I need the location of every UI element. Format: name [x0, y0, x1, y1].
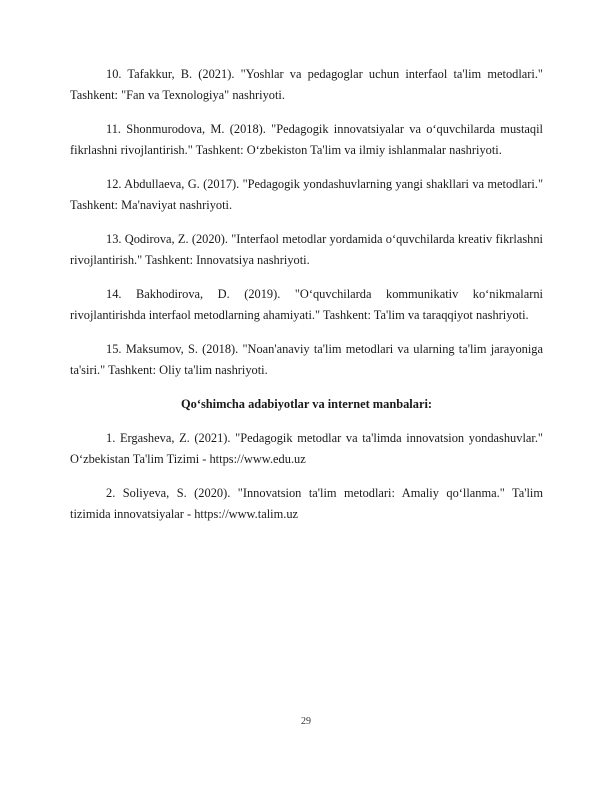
- additional-reference-item: 1. Ergasheva, Z. (2021). "Pedagogik metodlar va ta'limda innovatsion yondashuvlar." O‘zbekistan Ta'lim Tizimi - https://www.edu.uz: [70, 431, 543, 466]
- section-heading: Qo‘shimcha adabiyotlar va internet manbalari:: [180, 397, 433, 411]
- reference-list: [70, 64, 543, 538]
- reference-item: 12. Abdullaeva, G. (2017). "Pedagogik yondashuvlarning yangi shakllari va metodlari." Tashkent: Ma'naviyat nashriyoti.: [70, 177, 543, 212]
- reference-item: 10. Tafakkur, B. (2021). "Yoshlar va pedagoglar uchun interfaol ta'lim metodlari." Tashkent: "Fan va Texnologiya" nashriyoti.: [70, 67, 543, 102]
- reference-item: 13. Qodirova, Z. (2020). "Interfaol metodlar yordamida o‘quvchilarda kreativ fikrlashni rivojlantirish." Tashkent: Innovatsiya nashriyoti.: [70, 232, 543, 267]
- reference-item: 11. Shonmurodova, M. (2018). "Pedagogik innovatsiyalar va o‘quvchilarda mustaqil fikrlashni rivojlantirish." Tashkent: O‘zbekiston Ta'lim va ilmiy ishlanmalar nashriyoti.: [70, 122, 543, 157]
- page-number: 29: [301, 716, 311, 727]
- additional-reference-item: 2. Soliyeva, S. (2020). "Innovatsion ta'lim metodlari: Amaliy qo‘llanma." Ta'lim tizimida innovatsiyalar - https://www.talim.uz: [70, 486, 543, 521]
- reference-item: 15. Maksumov, S. (2018). "Noan'anaviy ta'lim metodlari va ularning ta'lim jarayoniga ta'siri." Tashkent: Oliy ta'lim nashriyoti.: [70, 342, 543, 377]
- reference-item: 14. Bakhodirova, D. (2019). "O‘quvchilarda kommunikativ ko‘nikmalarni rivojlantirishda interfaol metodlarning ahamiyati." Tashkent: Ta'lim va taraqqiyot nashriyoti.: [70, 287, 543, 322]
